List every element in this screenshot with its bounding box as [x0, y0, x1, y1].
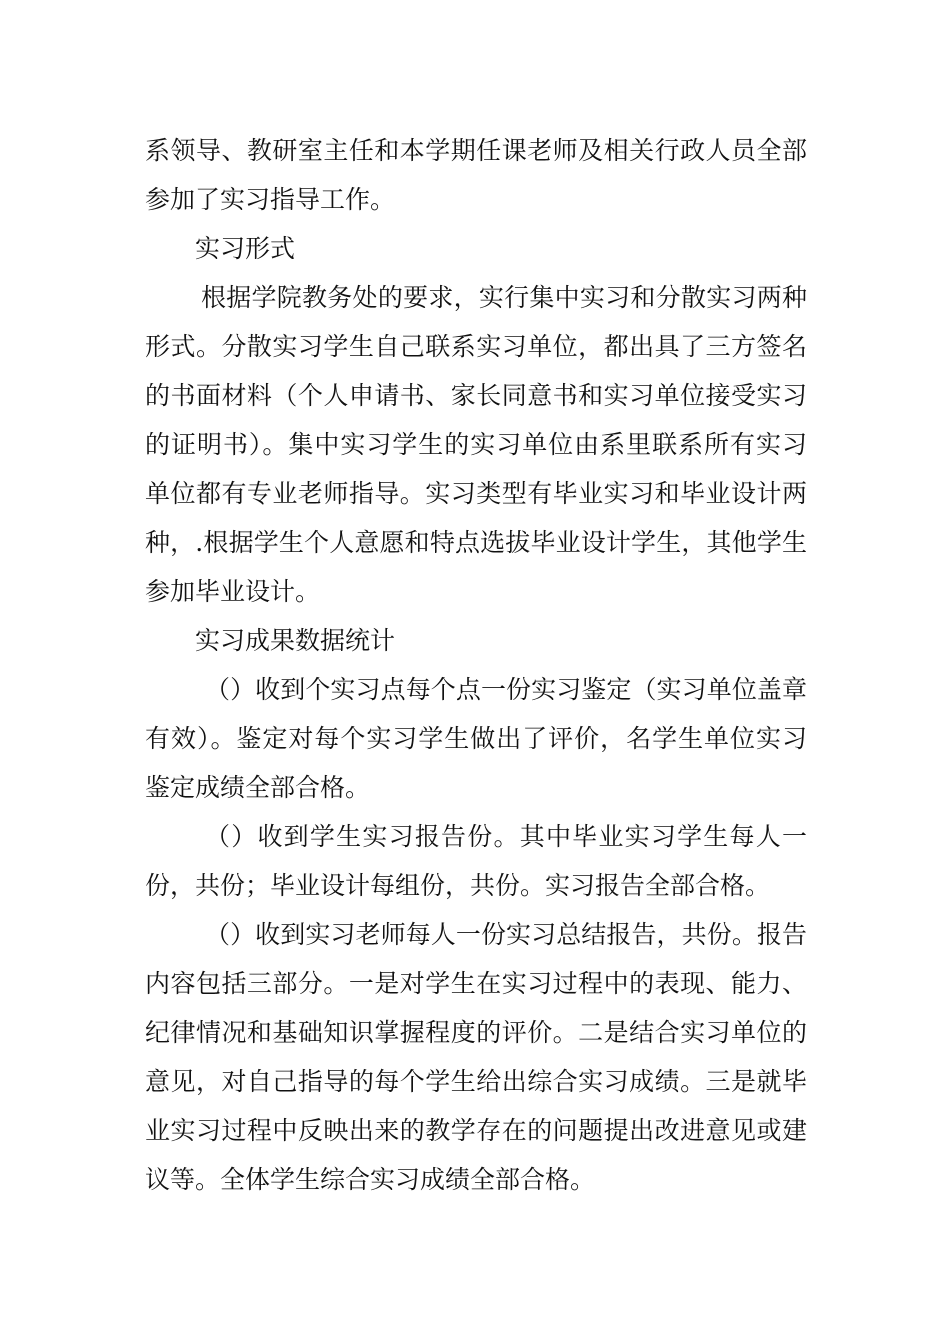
document-page: [145, 126, 807, 1204]
paragraph-result-3: （）收到实习老师每人一份实习总结报告，共份。报告内容包括三部分。一是对学生在实习过程中的表现、能力、纪律情况和基础知识掌握程度的评价。二是结合实习单位的意见，对自己指导的每个学生给出综合实习成绩。三是就毕业实习过程中反映出来的教学存在的问题提出改进意见或建议等。全体学生综合实习成绩全部合格。: [145, 920, 807, 1194]
paragraph-internship-form: 根据学院教务处的要求，实行集中实习和分散实习两种形式。分散实习学生自己联系实习单位，都出具了三方签名的书面材料（个人申请书、家长同意书和实习单位接受实习的证明书）。集中实习学生的实习单位由系里联系所有实习单位都有专业老师指导。实习类型有毕业实习和毕业设计两种，.根据学生个人意愿和特点选拔毕业设计学生，其他学生参加毕业设计。: [145, 283, 807, 606]
paragraph-continuation: 系领导、教研室主任和本学期任课老师及相关行政人员全部参加了实习指导工作。: [145, 136, 807, 214]
section-heading-results-statistics: 实习成果数据统计: [195, 626, 396, 655]
paragraph-result-1: （）收到个实习点每个点一份实习鉴定（实习单位盖章有效）。鉴定对每个实习学生做出了评价，名学生单位实习鉴定成绩全部合格。: [145, 675, 807, 802]
section-heading-internship-form: 实习形式: [195, 234, 296, 263]
paragraph-result-2: （）收到学生实习报告份。其中毕业实习学生每人一份，共份；毕业设计每组份，共份。实习报告全部合格。: [145, 822, 807, 900]
